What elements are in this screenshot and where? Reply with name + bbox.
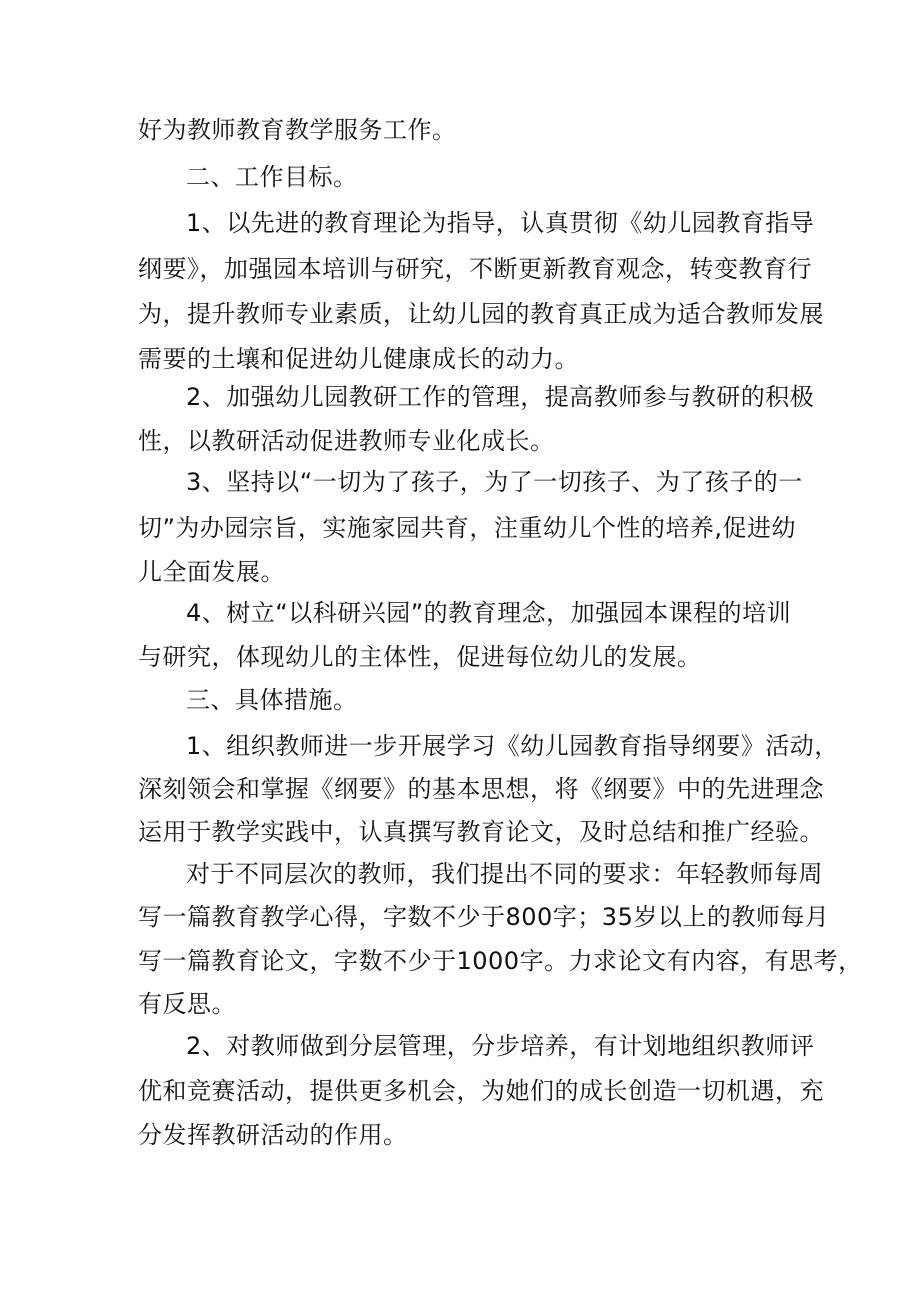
text-line: 好为教师教育教学服务工作。 bbox=[138, 116, 457, 144]
text-line: 1、以先进的教育理论为指导，认真贯彻《幼儿园教育指导 bbox=[186, 209, 815, 237]
section-heading: 二、工作目标。 bbox=[186, 163, 358, 191]
text-line: 切”为办园宗旨，实施家园共育，注重幼儿个性的培养,促进幼 bbox=[138, 514, 797, 542]
text-line: 有反思。 bbox=[138, 990, 236, 1018]
text-line: 3、坚持以“一切为了孩子，为了一切孩子、为了孩子的一 bbox=[186, 468, 803, 496]
text-line: 写一篇教育论文，字数不少于1000字。力求论文有内容，有思考， bbox=[138, 947, 863, 975]
text-line: 深刻领会和掌握《纲要》的基本思想，将《纲要》中的先进理念 bbox=[138, 775, 824, 803]
text-line: 运用于教学实践中，认真撰写教育论文，及时总结和推广经验。 bbox=[138, 818, 824, 846]
text-line: 4、树立“以科研兴园”的教育理念，加强园本课程的培训 bbox=[186, 599, 792, 627]
text-line: 对于不同层次的教师，我们提出不同的要求：年轻教师每周 bbox=[186, 860, 823, 888]
text-line: 2、对教师做到分层管理，分步培养，有计划地组织教师评 bbox=[186, 1032, 815, 1060]
text-line: 写一篇教育教学心得，字数不少于800字；35岁以上的教师每月 bbox=[138, 903, 830, 931]
text-line: 为，提升教师专业素质，让幼儿园的教育真正成为适合教师发展 bbox=[138, 300, 824, 328]
text-line: 1、组织教师进一步开展学习《幼儿园教育指导纲要》活动， bbox=[186, 732, 839, 760]
text-line: 分发挥教研活动的作用。 bbox=[138, 1121, 408, 1149]
text-line: 纲要》，加强园本培训与研究，不断更新教育观念，转变教育行 bbox=[138, 255, 812, 283]
text-line: 儿全面发展。 bbox=[138, 558, 285, 586]
text-line: 需要的土壤和促进幼儿健康成长的动力。 bbox=[138, 345, 579, 373]
text-line: 优和竞赛活动，提供更多机会，为她们的成长创造一切机遇，充 bbox=[138, 1077, 824, 1105]
section-heading: 三、具体措施。 bbox=[186, 686, 358, 714]
text-line: 2、加强幼儿园教研工作的管理，提高教师参与教研的积极 bbox=[186, 383, 815, 411]
text-line: 与研究，体现幼儿的主体性，促进每位幼儿的发展。 bbox=[138, 643, 702, 671]
text-line: 性，以教研活动促进教师专业化成长。 bbox=[138, 427, 555, 455]
